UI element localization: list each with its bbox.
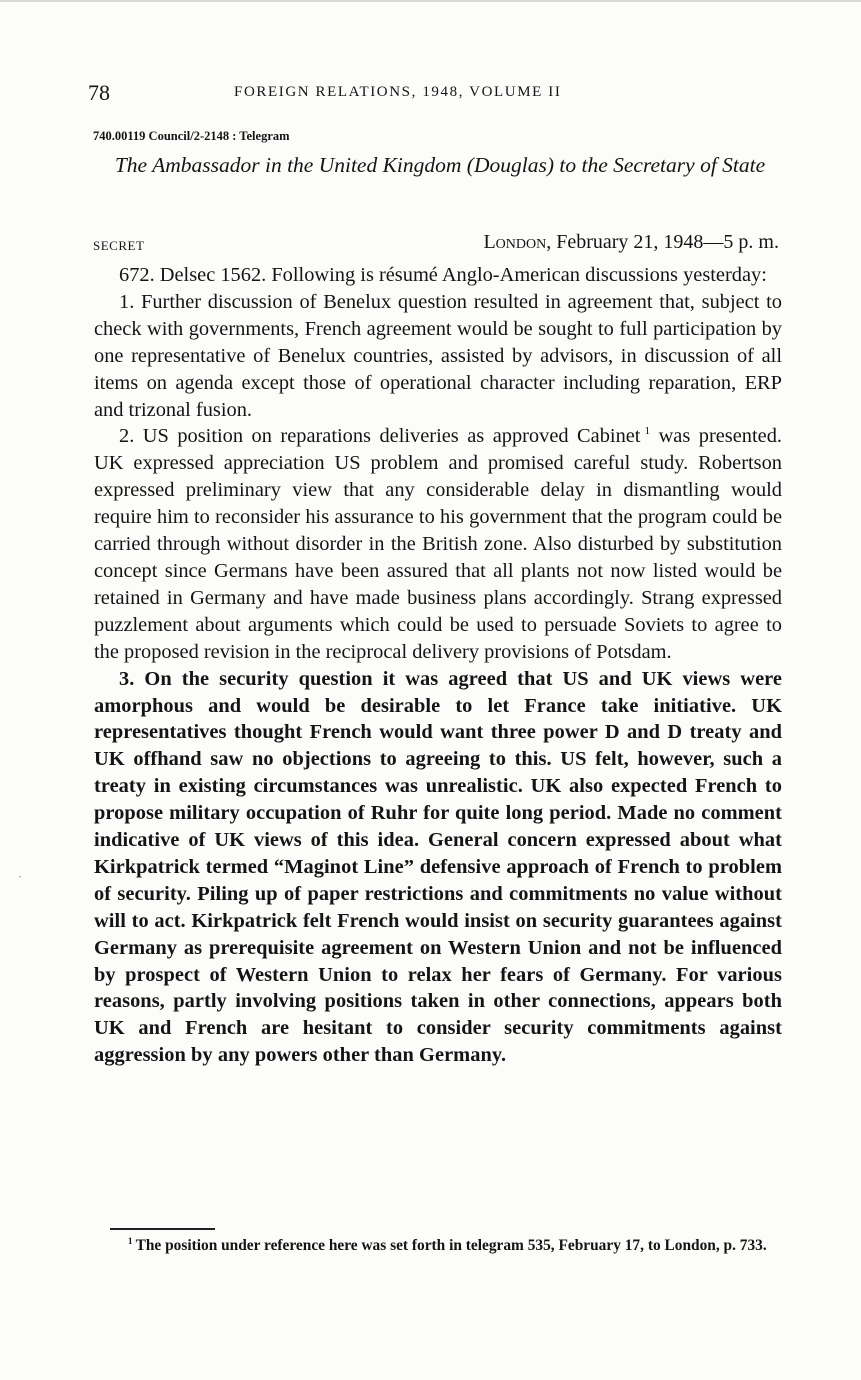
scan-speck: · — [18, 870, 22, 884]
footnote — [110, 1236, 795, 1256]
paragraph-3-security: 3. On the security question it was agreed that US and UK views were amorphous and would be desirable to let France take initiative. UK representatives thought French would want three power D and D treaty and UK offhand saw no objections to agreeing to this. US felt, however, such a treaty in existing circumstances was unrealistic. UK also expected French to propose military occupation of Ruhr for quite long period. Made no comment indicative of UK views of this idea. General concern expressed about what Kirkpatrick termed “Maginot Line” defensive approach of French to problem of security. Piling up of paper restrictions and commitments no value without will to act. Kirkpatrick felt French would insist on security guarantees against Germany as prerequisite agreement on Western Union and not be influenced by prospect of Western Union to relax her fears of Germany. For various reasons, partly involving positions taken in other connections, appears both UK and French are hesitant to consider security commitments against aggression by any powers other than Germany. — [94, 667, 782, 1067]
paragraph-2-start: 2. US position on reparations deliveries as approved Cabinet — [119, 425, 641, 448]
telegram-body — [94, 262, 782, 1069]
classification-label: SECRET — [93, 238, 145, 253]
footnote-divider — [110, 1228, 215, 1230]
paragraph-intro: 672. Delsec 1562. Following is résumé Anglo-American discussions yesterday: — [119, 264, 767, 286]
dateline-place: London — [483, 231, 547, 253]
footnote-text: The position under reference here was set forth in telegram 535, February 17, to London, p. 733. — [135, 1237, 767, 1254]
dateline-date: , February 21, 1948—5 p. m. — [546, 231, 779, 253]
footnote-marker: 1 — [128, 1236, 133, 1246]
document-title: The Ambassador in the United Kingdom (Douglas) to the Secretary of State — [114, 153, 766, 177]
running-header: FOREIGN RELATIONS, 1948, VOLUME II — [234, 84, 562, 100]
file-reference: 740.00119 Council/2-2148 : Telegram — [93, 129, 290, 143]
paragraph-2-reparations — [94, 423, 782, 665]
footnote-reference-marker[interactable]: 1 — [644, 425, 651, 438]
page-number: 78 — [88, 80, 110, 105]
paragraph-1-benelux: 1. Further discussion of Benelux question resulted in agreement that, subject to check with governments, French agreement would be sought to full participation by one representative of Benelux countries, assisted by advisors, in discussion of all items on agenda except those of operational character including reparation, ERP and trizonal fusion. — [94, 290, 782, 421]
paragraph-2-rest: was presented. UK expressed appreciation US problem and promised careful study. Robertson expressed preliminary view that any considerable delay in dismantling would require him to reconsider his assurance to his government that the program could be carried through without disorder in the British zone. Also disturbed by substitution concept since Germans have been assured that all plants not now listed would be retained in Germany and have made business plans accordingly. Strang expressed puzzlement about arguments which could be used to persuade Soviets to agree to the proposed revision in the reciprocal delivery provisions of Potsdam. — [94, 425, 782, 663]
dateline — [483, 231, 779, 254]
